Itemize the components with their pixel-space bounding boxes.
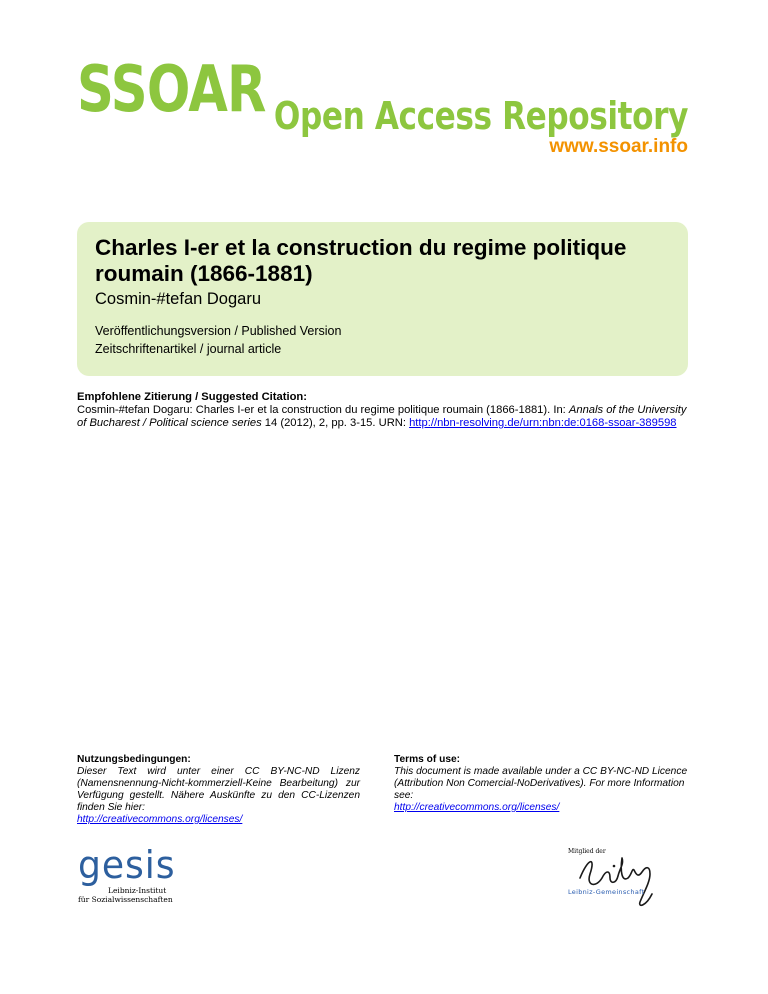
- ssoar-logo-text: SSOAR: [77, 53, 266, 127]
- terms-de-body: Dieser Text wird unter einer CC BY-NC-ND Lizenz (Namensnennung-Nicht-kommerziell-Keine Bearbeitung) zur Verfügung gestellt. Nähere Auskünfte zu den CC-Lizenzen finden Sie hier:: [77, 766, 360, 813]
- terms-en-link[interactable]: http://creativecommons.org/licenses/: [394, 802, 560, 813]
- document-meta: [95, 322, 670, 358]
- citation-heading: Empfohlene Zitierung / Suggested Citation:: [77, 391, 307, 403]
- terms-of-use-english: [394, 754, 688, 814]
- terms-en-heading: Terms of use:: [394, 754, 461, 765]
- document-type: Zeitschriftenartikel / journal article: [95, 342, 282, 356]
- leibniz-signature-icon: [566, 848, 666, 910]
- citation-urn-link[interactable]: http://nbn-resolving.de/urn:nbn:de:0168-ssoar-389598: [409, 417, 677, 429]
- repository-title: Open Access Repository: [273, 94, 688, 138]
- ssoar-logo: [77, 53, 266, 127]
- title-box: [77, 222, 688, 376]
- leibniz-member-text: Mitglied der: [568, 848, 606, 855]
- terms-de-heading: Nutzungsbedingungen:: [77, 754, 191, 765]
- terms-de-link[interactable]: http://creativecommons.org/licenses/: [77, 814, 243, 825]
- gesis-line-1: Leibniz-Institut: [108, 886, 167, 895]
- terms-of-use-german: [77, 754, 360, 826]
- document-title: Charles I-er et la construction du regime politique roumain (1866-1881): [95, 235, 627, 286]
- leibniz-community-text: Leibniz-Gemeinschaft: [568, 888, 645, 896]
- terms-en-body: This document is made available under a CC BY-NC-ND Licence (Attribution Non Comercial-NoDerivatives). For more Information see:: [394, 766, 688, 801]
- citation-text: [77, 404, 689, 430]
- leibniz-logo: [566, 848, 666, 908]
- citation-block: [77, 391, 689, 430]
- gesis-logo-subtitle: [78, 886, 178, 904]
- gesis-logo-word: gesis: [78, 843, 176, 887]
- citation-text-after: 14 (2012), 2, pp. 3-15. URN:: [261, 417, 410, 429]
- document-author: Cosmin-#tefan Dogaru: [95, 290, 261, 308]
- gesis-logo: [78, 843, 178, 904]
- gesis-line-2: für Sozialwissenschaften: [78, 895, 173, 904]
- repository-url[interactable]: www.ssoar.info: [549, 136, 688, 157]
- citation-journal: Annals of the University of Bucharest / Political science series: [77, 404, 687, 429]
- document-version: Veröffentlichungsversion / Published Version: [95, 324, 342, 338]
- citation-text-before: Cosmin-#tefan Dogaru: Charles I-er et la construction du regime politique roumain (1866-1881). In:: [77, 404, 569, 416]
